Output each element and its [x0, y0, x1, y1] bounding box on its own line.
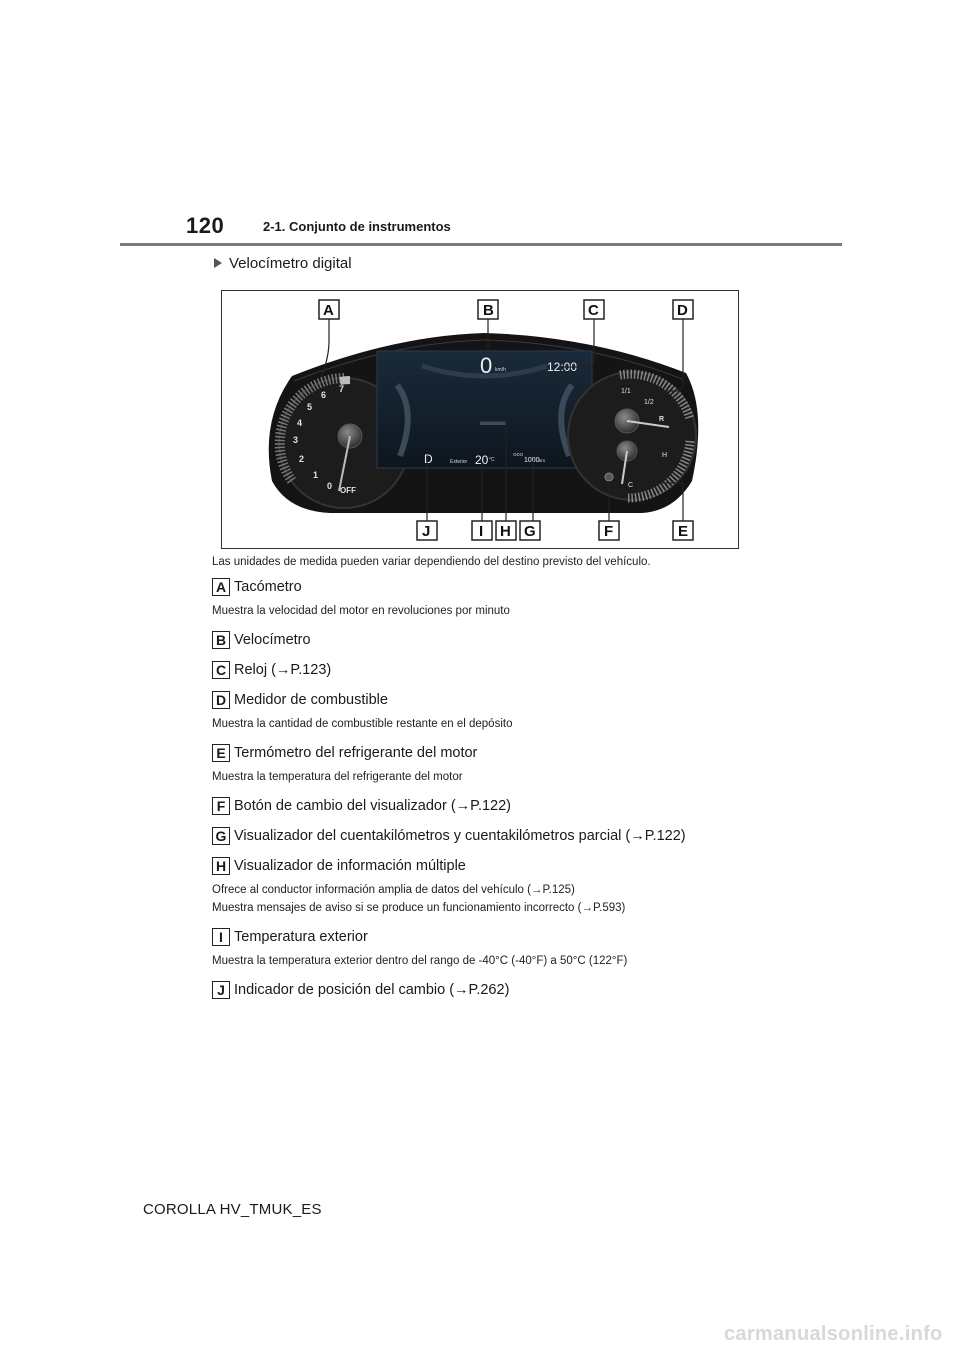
legend-item-c	[212, 659, 832, 681]
legend-item-title: Tacómetro	[234, 579, 302, 595]
page-number: 120	[186, 213, 225, 238]
legend-item-description: Muestra la cantidad de combustible restante en el depósito	[212, 718, 513, 730]
legend-item-g	[212, 825, 832, 847]
legend-item-title: Indicador de posición del cambio (→P.262)	[234, 982, 510, 998]
callouts-bottom	[417, 521, 693, 540]
legend-item-d	[212, 689, 832, 732]
exterior-label: Exterior	[450, 459, 468, 465]
tach-tick-0: 0	[327, 481, 333, 491]
fuel-mark-reserve: R	[659, 416, 665, 423]
fuel-mark-full: 1/1	[621, 388, 631, 395]
tach-tick-6: 6	[321, 390, 327, 400]
legend-item-title: Visualizador del cuentakilómetros y cuentakilómetros parcial (→P.122)	[234, 828, 686, 844]
legend-letter-badge: E	[212, 744, 230, 762]
legend-item-title: Medidor de combustible	[234, 692, 388, 708]
svg-text:A: A	[323, 302, 334, 319]
legend-letter-badge: C	[212, 661, 230, 679]
svg-text:E: E	[678, 523, 689, 540]
svg-text:C: C	[588, 302, 599, 319]
legend-letter-badge: J	[212, 981, 230, 999]
legend-item-heading	[212, 576, 832, 598]
legend-item-title: Reloj (→P.123)	[234, 662, 332, 678]
legend-item-e	[212, 742, 832, 785]
legend-item-description: Muestra mensajes de aviso si se produce un funcionamiento incorrecto (→P.593)	[212, 902, 626, 914]
legend-item-f	[212, 795, 832, 817]
legend-item-heading	[212, 795, 832, 817]
header-rule	[120, 243, 842, 246]
legend-letter-badge: B	[212, 631, 230, 649]
legend-letter-badge: F	[212, 797, 230, 815]
speed-unit: km/h	[495, 367, 506, 373]
svg-text:I: I	[479, 523, 484, 540]
svg-text:F: F	[604, 523, 614, 540]
odometer-value: 1000	[524, 457, 540, 464]
svg-text:G: G	[524, 523, 536, 540]
callout-i	[472, 521, 492, 540]
clock-value: 12:00	[547, 360, 578, 374]
legend-item-description: Muestra la temperatura exterior dentro del rango de -40°C (-40°F) a 50°C (122°F)	[212, 955, 628, 967]
legend-letter-badge: I	[212, 928, 230, 946]
legend-item-j	[212, 979, 832, 1001]
legend-item-h	[212, 855, 832, 916]
section-title: 2-1. Conjunto de instrumentos	[263, 219, 451, 234]
legend-item-heading	[212, 629, 832, 651]
callout-g	[520, 521, 540, 540]
svg-text:J: J	[422, 523, 431, 540]
subsection-title: Velocímetro digital	[229, 255, 352, 272]
legend-letter-badge: H	[212, 857, 230, 875]
units-note: Las unidades de medida pueden variar dependiendo del destino previsto del vehículo.	[212, 556, 651, 568]
coolant-mark-hot: H	[662, 452, 668, 459]
legend-item-heading	[212, 659, 832, 681]
legend-item-title: Visualizador de información múltiple	[234, 858, 466, 874]
legend-item-heading	[212, 825, 832, 847]
legend-item-description: Muestra la temperatura del refrigerante del motor	[212, 771, 463, 783]
tach-tick-4: 4	[297, 418, 303, 428]
legend-item-description: Muestra la velocidad del motor en revoluciones por minuto	[212, 605, 510, 617]
legend-item-title: Temperatura exterior	[234, 929, 368, 945]
callouts-top	[319, 300, 693, 319]
subsection-heading	[214, 255, 352, 272]
speed-value: 0	[480, 353, 493, 378]
odometer-unit: km	[539, 458, 545, 463]
tach-tick-3: 3	[293, 435, 299, 445]
legend-item-heading	[212, 689, 832, 711]
callout-j	[417, 521, 437, 540]
fuel-mark-half: 1/2	[644, 399, 654, 406]
gear-indicator: D	[424, 452, 433, 466]
display-change-button	[605, 473, 613, 481]
tach-tick-1: 1	[313, 470, 319, 480]
legend-item-title: Velocímetro	[234, 632, 311, 648]
tach-tick-7: 7	[339, 384, 345, 394]
legend-letter-badge: G	[212, 827, 230, 845]
watermark: carmanualsonline.info	[724, 1323, 943, 1345]
coolant-mark-cold: C	[628, 482, 634, 489]
legend-item-heading	[212, 855, 832, 877]
tach-off-label: OFF	[340, 486, 356, 495]
legend-item-heading	[212, 742, 832, 764]
callout-a	[319, 300, 339, 319]
legend-letter-badge: D	[212, 691, 230, 709]
tach-tick-5: 5	[307, 402, 313, 412]
callout-d	[673, 300, 693, 319]
legend-list	[212, 576, 832, 1009]
callout-h	[496, 521, 516, 540]
svg-text:H: H	[500, 523, 511, 540]
legend-item-heading	[212, 979, 832, 1001]
callout-b	[478, 300, 498, 319]
svg-text:B: B	[483, 302, 494, 319]
legend-item-description: Ofrece al conductor información amplia de datos del vehículo (→P.125)	[212, 884, 575, 896]
svg-text:D: D	[677, 302, 688, 319]
triangle-bullet-icon	[214, 258, 222, 268]
instrument-cluster-illustration	[222, 291, 740, 550]
temperature-unit: °C	[489, 457, 495, 463]
legend-item-i	[212, 926, 832, 969]
legend-item-a	[212, 576, 832, 619]
tach-tick-2: 2	[299, 454, 305, 464]
footer-model-code: COROLLA HV_TMUK_ES	[143, 1201, 322, 1218]
temperature-value: 20	[475, 453, 489, 467]
odo-label: ODO	[513, 452, 524, 457]
legend-item-title: Botón de cambio del visualizador (→P.122)	[234, 798, 512, 814]
legend-item-title: Termómetro del refrigerante del motor	[234, 745, 478, 761]
callout-f	[599, 521, 619, 540]
callout-e	[673, 521, 693, 540]
legend-item-heading	[212, 926, 832, 948]
legend-letter-badge: A	[212, 578, 230, 596]
legend-item-b	[212, 629, 832, 651]
callout-c	[584, 300, 604, 319]
instrument-cluster-figure	[221, 290, 739, 549]
